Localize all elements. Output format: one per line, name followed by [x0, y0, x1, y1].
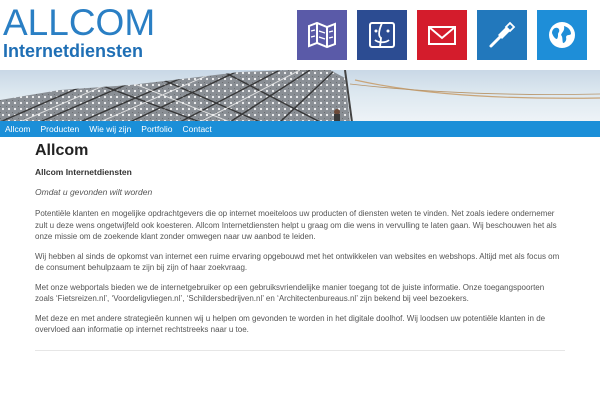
- nav-item-portfolio[interactable]: Portfolio: [141, 124, 173, 134]
- content-divider: [35, 350, 565, 351]
- finder-icon: [366, 19, 398, 51]
- nav-item-contact[interactable]: Contact: [182, 124, 212, 134]
- nav-item-wie-wij-zijn[interactable]: Wie wij zijn: [89, 124, 132, 134]
- nav-item-producten[interactable]: Producten: [40, 124, 80, 134]
- globe-icon: [546, 19, 578, 51]
- map-tile[interactable]: [297, 10, 347, 60]
- header-banner-image: [0, 70, 600, 122]
- page-title: Allcom: [35, 142, 89, 159]
- map-icon: [306, 19, 338, 51]
- paragraph-experience: Wij hebben al sinds de opkomst van internet een ruime ervaring opgebouwd met het ontwikkelen van websites en webshops. Altijd met als focus om de consument behulpzaam te zijn bij zijn of haar zoekvraag.: [35, 251, 560, 272]
- mail-tile[interactable]: [417, 10, 467, 60]
- main-nav: [0, 121, 600, 137]
- mail-icon: [426, 19, 458, 51]
- scaffold-image: [0, 70, 600, 122]
- globe-tile[interactable]: [537, 10, 587, 60]
- site-header: [0, 0, 600, 70]
- nav-item-allcom[interactable]: Allcom: [5, 124, 31, 134]
- page-subtitle: Allcom Internetdiensten: [35, 167, 132, 177]
- logo-title[interactable]: ALLCOM: [3, 2, 156, 43]
- paragraph-webportals: Met onze webportals bieden we de internetgebruiker op een gebruiksvriendelijke manier toegang tot de juiste informatie. Onze toegangspoorten zoals ‘Fietsreizen.nl’, ‘Voordeligvliegen.nl’, ‘Schildersbedrijven.nl’ en ‘Architectenbureaus.nl’ zijn bekend bij veel bezoekers.: [35, 282, 545, 303]
- main-content: [35, 141, 565, 344]
- usb-icon: [486, 19, 518, 51]
- paragraph-intro: Potentiële klanten en mogelijke opdrachtgevers die op internet moeiteloos uw producten of diensten weten te vinden. Net zoals iedere ondernemer zult u deze wens ongetwijfeld ook koesteren. Allcom Internetdiensten helpt u graag om die wens in vervulling te laten gaan. Wij beschouwen het als onze missie om de zoekende klant zonder omwegen naar uw aanbod te leiden.: [35, 209, 557, 241]
- paragraph-strategies: Met deze en met andere strategieën kunnen wij u helpen om gevonden te worden in het digitale doolhof. Wij loodsen uw potentiële klanten in de overvloed aan informatie op internet rechtstreeks naar u toe.: [35, 313, 546, 334]
- usb-tile[interactable]: [477, 10, 527, 60]
- page-tagline: Omdat u gevonden wilt worden: [35, 187, 153, 197]
- logo-subtitle[interactable]: Internetdiensten: [3, 41, 144, 61]
- finder-tile[interactable]: [357, 10, 407, 60]
